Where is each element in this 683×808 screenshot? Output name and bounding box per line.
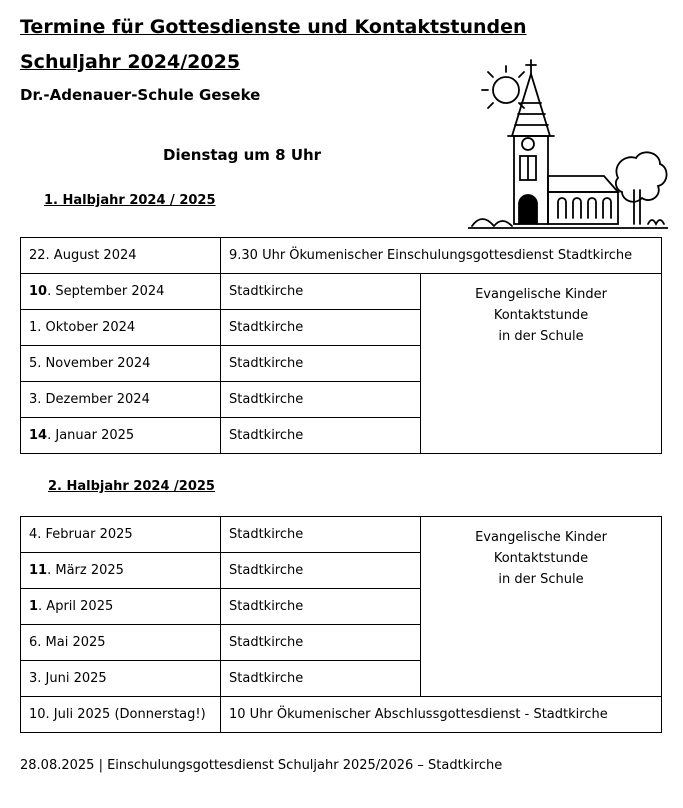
half-year-2-heading: 2. Halbjahr 2024 /2025 xyxy=(48,479,215,494)
date-cell: 1. April 2025 xyxy=(21,589,221,625)
place-cell: Stadtkirche xyxy=(221,589,421,625)
schedule-table-half-1 xyxy=(20,237,662,454)
table-row xyxy=(21,274,662,310)
place-cell: Stadtkirche xyxy=(221,418,421,454)
contact-hour-note: Evangelische Kinder Kontaktstunde in der Schule xyxy=(421,517,662,697)
footer-note: 28.08.2025 | Einschulungsgottesdienst Schuljahr 2025/2026 – Stadtkirche xyxy=(20,758,503,773)
schedule-table-half-2 xyxy=(20,516,662,733)
church-icon xyxy=(468,58,668,236)
date-cell: 10. Juli 2025 (Donnerstag!) xyxy=(21,697,221,733)
date-cell: 3. Dezember 2024 xyxy=(21,382,221,418)
date-cell: 22. August 2024 xyxy=(21,238,221,274)
event-cell: 10 Uhr Ökumenischer Abschlussgottesdienst - Stadtkirche xyxy=(221,697,662,733)
event-cell: 9.30 Uhr Ökumenischer Einschulungsgottesdienst Stadtkirche xyxy=(221,238,662,274)
table-row xyxy=(21,238,662,274)
weekday-time: Dienstag um 8 Uhr xyxy=(163,146,322,164)
place-cell: Stadtkirche xyxy=(221,625,421,661)
place-cell: Stadtkirche xyxy=(221,382,421,418)
place-cell: Stadtkirche xyxy=(221,310,421,346)
place-cell: Stadtkirche xyxy=(221,274,421,310)
contact-hour-note: Evangelische Kinder Kontaktstunde in der Schule xyxy=(421,274,662,454)
half-year-1-heading: 1. Halbjahr 2024 / 2025 xyxy=(44,193,216,208)
place-cell: Stadtkirche xyxy=(221,553,421,589)
place-cell: Stadtkirche xyxy=(221,661,421,697)
place-cell: Stadtkirche xyxy=(221,346,421,382)
page-title: Termine für Gottesdienste und Kontaktstunden xyxy=(20,16,527,38)
table-row xyxy=(21,517,662,553)
table-row xyxy=(21,697,662,733)
date-cell: 1. Oktober 2024 xyxy=(21,310,221,346)
date-cell: 4. Februar 2025 xyxy=(21,517,221,553)
date-cell: 11. März 2025 xyxy=(21,553,221,589)
school-year-title: Schuljahr 2024/2025 xyxy=(20,51,241,73)
date-cell: 5. November 2024 xyxy=(21,346,221,382)
place-cell: Stadtkirche xyxy=(221,517,421,553)
date-cell: 6. Mai 2025 xyxy=(21,625,221,661)
date-cell: 14. Januar 2025 xyxy=(21,418,221,454)
date-cell: 3. Juni 2025 xyxy=(21,661,221,697)
date-cell: 10. September 2024 xyxy=(21,274,221,310)
school-name: Dr.-Adenauer-Schule Geseke xyxy=(20,86,261,104)
